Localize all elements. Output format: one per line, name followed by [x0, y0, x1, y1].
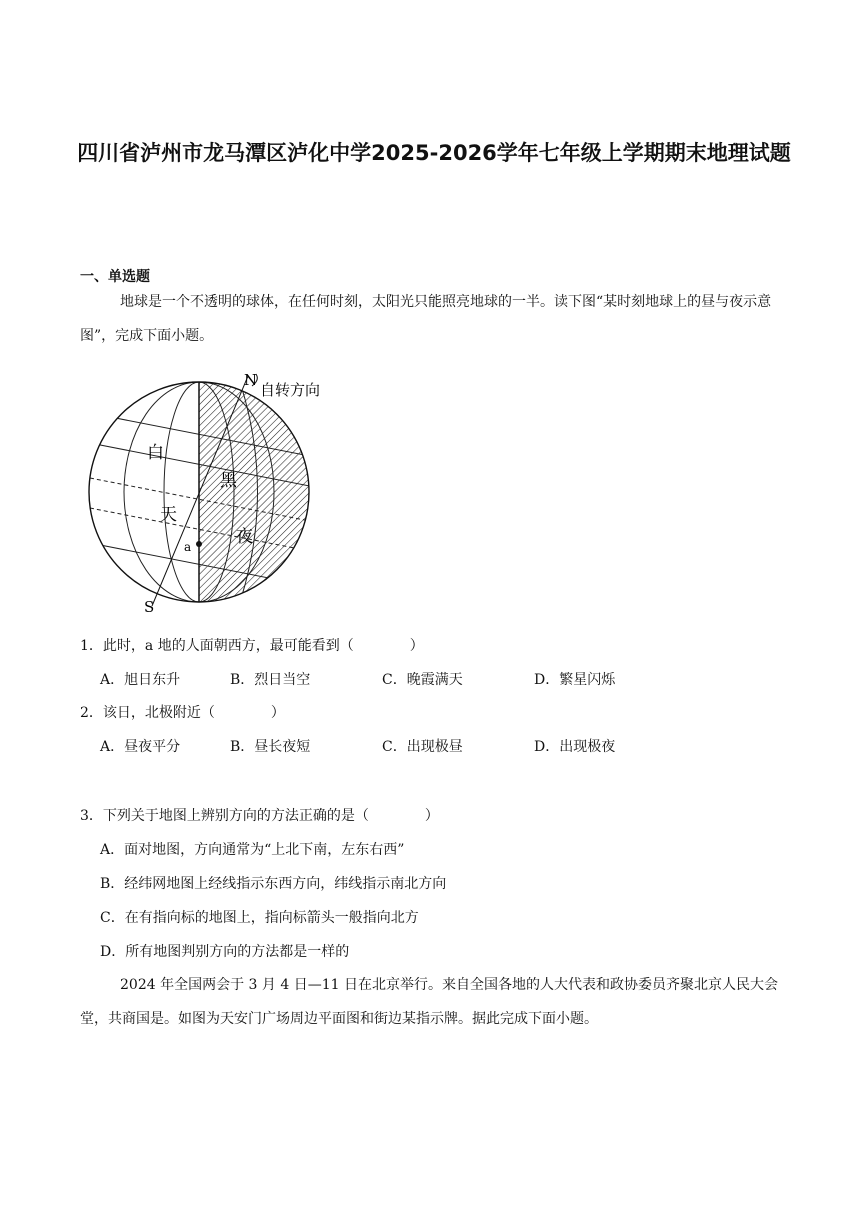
q1-option-b[interactable]: B．烈日当空 — [230, 672, 311, 688]
q1-option-a[interactable]: A．旭日东升 — [100, 672, 181, 688]
q3-option-c[interactable]: C．在有指向标的地图上，指向标箭头一般指向北方 — [100, 910, 419, 926]
north-label: N — [244, 371, 258, 389]
day-label-2: 天 — [160, 505, 177, 525]
q3-option-a[interactable]: A．面对地图，方向通常为“上北下南，左东右西” — [100, 842, 405, 858]
question-3-stem: 3．下列关于地图上辨别方向的方法正确的是（ ） — [80, 808, 439, 824]
q3-option-b[interactable]: B．经纬网地图上经线指示东西方向，纬线指示南北方向 — [100, 876, 447, 892]
question-2-options — [100, 737, 700, 757]
page-title: 四川省泸州市龙马潭区泸化中学2025-2026学年七年级上学期期末地理试题 — [77, 141, 791, 165]
q2-option-d[interactable]: D．出现极夜 — [534, 739, 616, 755]
intro-paragraph-2: 2024 年全国两会于 3 月 4 日—11 日在北京举行。来自全国各地的人大代表和政协委员齐聚北京人民大会堂，共商国是。如图为天安门广场周边平面图和街边某指示牌。据此完成下面小题。 — [80, 977, 778, 1027]
day-label-1: 白 — [147, 443, 164, 463]
section-heading: 一、单选题 — [80, 269, 150, 285]
night-label-1: 黑 — [220, 471, 237, 491]
night-label-2: 夜 — [236, 527, 253, 547]
question-1-options — [100, 670, 700, 690]
rotation-direction-label: 自转方向 — [260, 381, 321, 399]
question-2-stem: 2．该日，北极附近（ ） — [80, 705, 285, 721]
q2-option-a[interactable]: A．昼夜平分 — [100, 739, 181, 755]
q2-option-c[interactable]: C．出现极昼 — [382, 739, 463, 755]
q1-option-c[interactable]: C．晚霞满天 — [382, 672, 463, 688]
point-a-label: a — [184, 540, 192, 554]
intro-paragraph: 地球是一个不透明的球体，在任何时刻，太阳光只能照亮地球的一半。读下图“某时刻地球上的昼与夜示意图”，完成下面小题。 — [80, 294, 772, 344]
point-a-marker — [196, 541, 202, 547]
day-night-globe-figure — [80, 368, 340, 616]
question-1-stem: 1．此时，a 地的人面朝西方，最可能看到（ ） — [80, 638, 424, 654]
q2-option-b[interactable]: B．昼长夜短 — [230, 739, 311, 755]
south-label: S — [144, 598, 155, 616]
q3-option-d[interactable]: D．所有地图判别方向的方法都是一样的 — [100, 944, 350, 960]
q1-option-d[interactable]: D．繁星闪烁 — [534, 672, 616, 688]
